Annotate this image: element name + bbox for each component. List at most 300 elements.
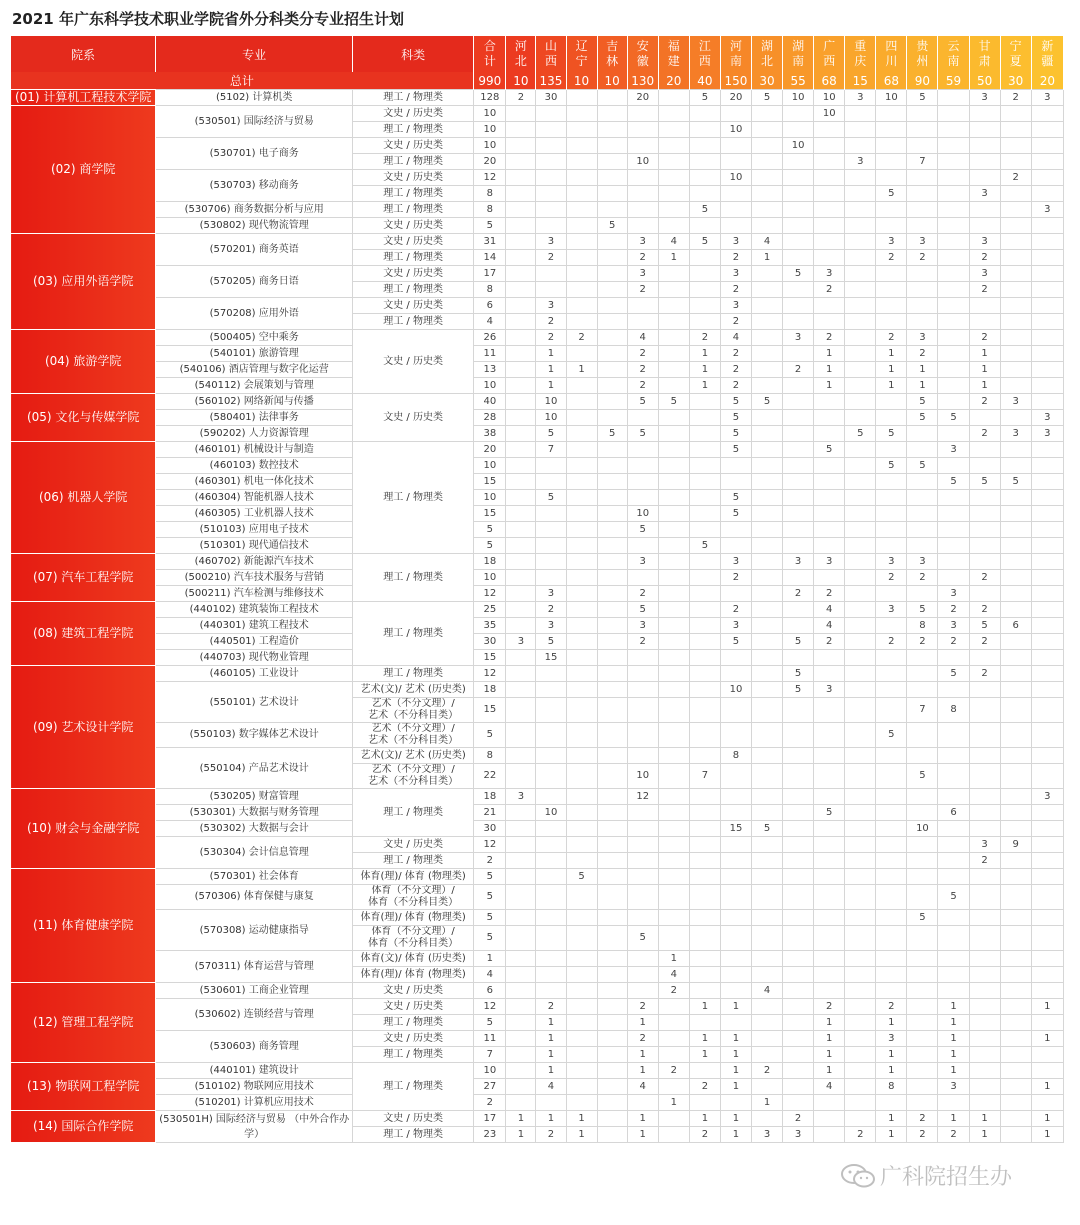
province-quota: [1031, 1063, 1063, 1079]
province-quota: 4: [720, 330, 751, 346]
category-cell: 理工 / 物理类: [352, 554, 473, 602]
province-quota: [814, 234, 845, 250]
province-quota: 2: [907, 250, 938, 266]
province-quota: [658, 1127, 689, 1143]
province-quota: 1: [938, 1063, 969, 1079]
province-quota: [907, 538, 938, 554]
table-row: [11, 106, 1064, 122]
province-quota: 2: [969, 394, 1000, 410]
province-quota: 3: [814, 266, 845, 282]
province-quota: [969, 1015, 1000, 1031]
province-quota: [597, 789, 627, 805]
province-quota: [752, 202, 783, 218]
province-quota: [720, 586, 751, 602]
province-quota: [1031, 490, 1063, 506]
province-quota: 2: [536, 602, 566, 618]
province-quota: [627, 650, 658, 666]
province-quota: 1: [627, 1063, 658, 1079]
province-quota: [720, 951, 751, 967]
province-quota: [814, 298, 845, 314]
province-quota: 2: [1000, 170, 1031, 186]
province-quota: [783, 853, 814, 869]
summary-value: 130: [627, 72, 658, 90]
province-quota: [783, 458, 814, 474]
province-quota: 6: [1000, 618, 1031, 634]
province-quota: [783, 426, 814, 442]
province-quota: 5: [907, 910, 938, 926]
province-quota: [566, 748, 597, 764]
province-quota: [566, 885, 597, 910]
province-quota: [689, 967, 720, 983]
major-cell: (460301) 机电一体化技术: [156, 474, 353, 490]
province-quota: [969, 202, 1000, 218]
province-quota: [814, 748, 845, 764]
province-quota: [506, 1063, 536, 1079]
province-quota: 3: [1031, 426, 1063, 442]
province-quota: 1: [876, 1047, 907, 1063]
province-quota: 4: [658, 967, 689, 983]
category-cell: 体育(理)/ 体育 (物理类): [352, 869, 473, 885]
province-quota: [907, 522, 938, 538]
province-quota: [597, 298, 627, 314]
college-cell: (04) 旅游学院: [11, 330, 156, 394]
province-quota: [720, 805, 751, 821]
province-quota: [566, 682, 597, 698]
province-quota: [536, 698, 566, 723]
province-quota: [1000, 282, 1031, 298]
province-quota: [938, 186, 969, 202]
table-row: [11, 682, 1064, 698]
province-quota: [752, 378, 783, 394]
province-quota: 2: [627, 634, 658, 650]
province-quota: [1031, 634, 1063, 650]
category-cell: 文史 / 历史类: [352, 138, 473, 154]
category-cell: 理工 / 物理类: [352, 250, 473, 266]
province-quota: [845, 910, 876, 926]
province-quota: [627, 314, 658, 330]
province-quota: [845, 106, 876, 122]
province-quota: [845, 138, 876, 154]
header-province: 贵 州: [907, 36, 938, 72]
province-quota: [658, 138, 689, 154]
province-quota: [876, 314, 907, 330]
province-quota: [689, 410, 720, 426]
province-quota: [1000, 1063, 1031, 1079]
province-quota: [814, 650, 845, 666]
province-quota: [876, 122, 907, 138]
province-quota: [658, 522, 689, 538]
major-cell: (510201) 计算机应用技术: [156, 1095, 353, 1111]
province-quota: [597, 154, 627, 170]
province-quota: 5: [907, 602, 938, 618]
category-cell: 艺术（不分文理）/ 艺术（不分科目类）: [352, 698, 473, 723]
province-quota: [658, 999, 689, 1015]
row-total: 13: [474, 362, 506, 378]
province-quota: [536, 154, 566, 170]
province-quota: [845, 538, 876, 554]
province-quota: [876, 764, 907, 789]
province-quota: [566, 346, 597, 362]
province-quota: [907, 983, 938, 999]
province-quota: [1000, 967, 1031, 983]
province-quota: 1: [720, 1079, 751, 1095]
province-quota: [969, 999, 1000, 1015]
province-quota: [938, 170, 969, 186]
summary-value: 150: [720, 72, 751, 90]
province-quota: [536, 202, 566, 218]
province-quota: 2: [783, 1111, 814, 1127]
province-quota: [566, 650, 597, 666]
province-quota: [845, 266, 876, 282]
province-quota: [783, 698, 814, 723]
province-quota: [597, 666, 627, 682]
province-quota: [689, 723, 720, 748]
header-province: 广 西: [814, 36, 845, 72]
province-quota: [783, 170, 814, 186]
province-quota: [597, 378, 627, 394]
province-quota: [814, 1127, 845, 1143]
province-quota: [689, 442, 720, 458]
province-quota: [506, 999, 536, 1015]
province-quota: [752, 346, 783, 362]
province-quota: [752, 1111, 783, 1127]
province-quota: [566, 967, 597, 983]
province-quota: 2: [876, 999, 907, 1015]
major-cell: (510102) 物联网应用技术: [156, 1079, 353, 1095]
province-quota: [597, 821, 627, 837]
province-quota: [658, 618, 689, 634]
category-cell: 体育（不分文理）/ 体育（不分科目类）: [352, 926, 473, 951]
province-quota: [1000, 1095, 1031, 1111]
province-quota: [720, 106, 751, 122]
header-category: 科类: [352, 36, 473, 72]
province-quota: 5: [969, 618, 1000, 634]
province-quota: [597, 910, 627, 926]
province-quota: [506, 122, 536, 138]
header-province: 福 建: [658, 36, 689, 72]
province-quota: 2: [689, 1079, 720, 1095]
province-quota: [566, 122, 597, 138]
province-quota: [845, 474, 876, 490]
college-cell: (05) 文化与传媒学院: [11, 394, 156, 442]
province-quota: [566, 926, 597, 951]
province-quota: [752, 869, 783, 885]
province-quota: [1000, 490, 1031, 506]
province-quota: 1: [938, 1015, 969, 1031]
row-total: 31: [474, 234, 506, 250]
province-quota: [876, 394, 907, 410]
table-row: [11, 885, 1064, 910]
province-quota: 2: [752, 1063, 783, 1079]
province-quota: [783, 570, 814, 586]
province-quota: [938, 122, 969, 138]
province-quota: [845, 298, 876, 314]
province-quota: [597, 602, 627, 618]
province-quota: [1031, 266, 1063, 282]
table-row: [11, 983, 1064, 999]
province-quota: 1: [536, 346, 566, 362]
province-quota: [597, 999, 627, 1015]
major-cell: (500405) 空中乘务: [156, 330, 353, 346]
province-quota: [845, 1015, 876, 1031]
province-quota: [566, 490, 597, 506]
province-quota: [597, 951, 627, 967]
province-quota: [938, 378, 969, 394]
province-quota: [566, 1095, 597, 1111]
province-quota: [720, 926, 751, 951]
province-quota: 1: [566, 1127, 597, 1143]
province-quota: 12: [627, 789, 658, 805]
province-quota: 1: [627, 1127, 658, 1143]
province-quota: [1000, 748, 1031, 764]
province-quota: [814, 218, 845, 234]
row-total: 5: [474, 1015, 506, 1031]
province-quota: 2: [720, 282, 751, 298]
province-quota: [1000, 330, 1031, 346]
province-quota: 1: [814, 1015, 845, 1031]
province-quota: [752, 218, 783, 234]
province-quota: 1: [536, 1111, 566, 1127]
province-quota: [597, 362, 627, 378]
province-quota: [658, 218, 689, 234]
province-quota: [752, 837, 783, 853]
province-quota: 5: [876, 458, 907, 474]
category-cell: 理工 / 物理类: [352, 1047, 473, 1063]
province-quota: [597, 266, 627, 282]
header-province: 重 庆: [845, 36, 876, 72]
province-quota: [597, 764, 627, 789]
province-quota: 10: [720, 682, 751, 698]
province-quota: 5: [597, 426, 627, 442]
province-quota: [1031, 170, 1063, 186]
province-quota: [876, 1095, 907, 1111]
province-quota: [627, 748, 658, 764]
province-quota: [876, 869, 907, 885]
province-quota: [1031, 122, 1063, 138]
province-quota: [566, 618, 597, 634]
province-quota: [845, 885, 876, 910]
province-quota: [689, 298, 720, 314]
province-quota: 5: [720, 490, 751, 506]
header-province: 江 西: [689, 36, 720, 72]
major-cell: (510301) 现代通信技术: [156, 538, 353, 554]
major-cell: (460103) 数控技术: [156, 458, 353, 474]
province-quota: [566, 234, 597, 250]
province-quota: [566, 951, 597, 967]
province-quota: [597, 202, 627, 218]
province-quota: [658, 362, 689, 378]
province-quota: [1000, 602, 1031, 618]
province-quota: 1: [566, 362, 597, 378]
province-quota: [1000, 378, 1031, 394]
province-quota: [783, 1079, 814, 1095]
province-quota: 3: [845, 154, 876, 170]
province-quota: 5: [720, 442, 751, 458]
college-cell: (07) 汽车工程学院: [11, 554, 156, 602]
province-quota: [907, 122, 938, 138]
category-cell: 理工 / 物理类: [352, 314, 473, 330]
province-quota: [506, 723, 536, 748]
province-quota: [627, 983, 658, 999]
province-quota: [845, 837, 876, 853]
province-quota: [1000, 885, 1031, 910]
province-quota: [938, 458, 969, 474]
province-quota: [1000, 298, 1031, 314]
major-cell: (530703) 移动商务: [156, 170, 353, 202]
province-quota: [845, 234, 876, 250]
province-quota: [1031, 554, 1063, 570]
province-quota: 10: [627, 154, 658, 170]
summary-value: 90: [907, 72, 938, 90]
province-quota: [536, 266, 566, 282]
province-quota: 5: [907, 458, 938, 474]
row-total: 5: [474, 723, 506, 748]
province-quota: [1031, 821, 1063, 837]
province-quota: [597, 634, 627, 650]
summary-value: 990: [474, 72, 506, 90]
province-quota: [845, 554, 876, 570]
province-quota: [1000, 910, 1031, 926]
province-quota: [689, 869, 720, 885]
province-quota: [752, 805, 783, 821]
province-quota: [783, 218, 814, 234]
province-quota: [506, 869, 536, 885]
province-quota: [1031, 869, 1063, 885]
province-quota: [876, 666, 907, 682]
category-cell: 理工 / 物理类: [352, 202, 473, 218]
province-quota: [1000, 634, 1031, 650]
province-quota: [627, 298, 658, 314]
province-quota: [783, 282, 814, 298]
province-quota: 1: [814, 346, 845, 362]
province-quota: [597, 570, 627, 586]
province-quota: [566, 723, 597, 748]
major-cell: (530205) 财富管理: [156, 789, 353, 805]
table-row: [11, 1031, 1064, 1047]
province-quota: 2: [720, 250, 751, 266]
province-quota: [938, 837, 969, 853]
major-cell: (460304) 智能机器人技术: [156, 490, 353, 506]
province-quota: 3: [720, 234, 751, 250]
province-quota: [506, 926, 536, 951]
province-quota: [566, 250, 597, 266]
province-quota: [627, 666, 658, 682]
province-quota: 10: [720, 170, 751, 186]
province-quota: [969, 490, 1000, 506]
province-quota: [658, 1079, 689, 1095]
province-quota: [597, 618, 627, 634]
province-quota: [1031, 442, 1063, 458]
province-quota: [536, 122, 566, 138]
major-cell: (530501) 国际经济与贸易: [156, 106, 353, 138]
province-quota: [845, 789, 876, 805]
province-quota: [689, 250, 720, 266]
province-quota: [536, 748, 566, 764]
province-quota: [876, 298, 907, 314]
province-quota: [536, 983, 566, 999]
province-quota: [907, 314, 938, 330]
province-quota: [845, 458, 876, 474]
major-cell: (570208) 应用外语: [156, 298, 353, 330]
province-quota: [506, 170, 536, 186]
table-row: [11, 634, 1064, 650]
province-quota: [814, 885, 845, 910]
province-quota: [597, 1079, 627, 1095]
province-quota: [658, 634, 689, 650]
province-quota: 1: [876, 346, 907, 362]
category-cell: 理工 / 物理类: [352, 442, 473, 554]
row-total: 15: [474, 506, 506, 522]
category-cell: 文史 / 历史类: [352, 298, 473, 314]
major-cell: (440501) 工程造价: [156, 634, 353, 650]
province-quota: [689, 983, 720, 999]
province-quota: [783, 522, 814, 538]
province-quota: [783, 506, 814, 522]
province-quota: 3: [752, 1127, 783, 1143]
province-quota: 2: [876, 250, 907, 266]
province-quota: [1031, 106, 1063, 122]
province-quota: [752, 885, 783, 910]
province-quota: 3: [536, 618, 566, 634]
header-province: 湖 南: [783, 36, 814, 72]
province-quota: [783, 805, 814, 821]
province-quota: [845, 282, 876, 298]
table-row: [11, 522, 1064, 538]
province-quota: [566, 522, 597, 538]
province-quota: [783, 885, 814, 910]
province-quota: [752, 618, 783, 634]
category-cell: 理工 / 物理类: [352, 282, 473, 298]
province-quota: 2: [720, 602, 751, 618]
province-quota: 3: [969, 266, 1000, 282]
province-quota: 4: [536, 1079, 566, 1095]
province-quota: [658, 154, 689, 170]
province-quota: 20: [627, 90, 658, 106]
province-quota: [845, 186, 876, 202]
province-quota: [1031, 186, 1063, 202]
province-quota: [720, 1015, 751, 1031]
province-quota: [1031, 764, 1063, 789]
province-quota: [907, 885, 938, 910]
province-quota: 5: [627, 394, 658, 410]
row-total: 8: [474, 282, 506, 298]
province-quota: [658, 602, 689, 618]
province-quota: [814, 821, 845, 837]
province-quota: [720, 869, 751, 885]
row-total: 5: [474, 869, 506, 885]
province-quota: 5: [720, 410, 751, 426]
province-quota: [938, 106, 969, 122]
province-quota: [597, 926, 627, 951]
province-quota: 1: [969, 346, 1000, 362]
province-quota: 2: [536, 250, 566, 266]
province-quota: 1: [506, 1111, 536, 1127]
table-row: [11, 90, 1064, 106]
province-quota: [907, 490, 938, 506]
province-quota: [1000, 1079, 1031, 1095]
province-quota: [845, 1063, 876, 1079]
province-quota: [566, 983, 597, 999]
province-quota: [506, 250, 536, 266]
province-quota: [969, 586, 1000, 602]
province-quota: [938, 506, 969, 522]
summary-value: 15: [845, 72, 876, 90]
province-quota: [506, 426, 536, 442]
province-quota: 3: [1031, 410, 1063, 426]
category-cell: 文史 / 历史类: [352, 266, 473, 282]
province-quota: [783, 910, 814, 926]
province-quota: 3: [938, 442, 969, 458]
